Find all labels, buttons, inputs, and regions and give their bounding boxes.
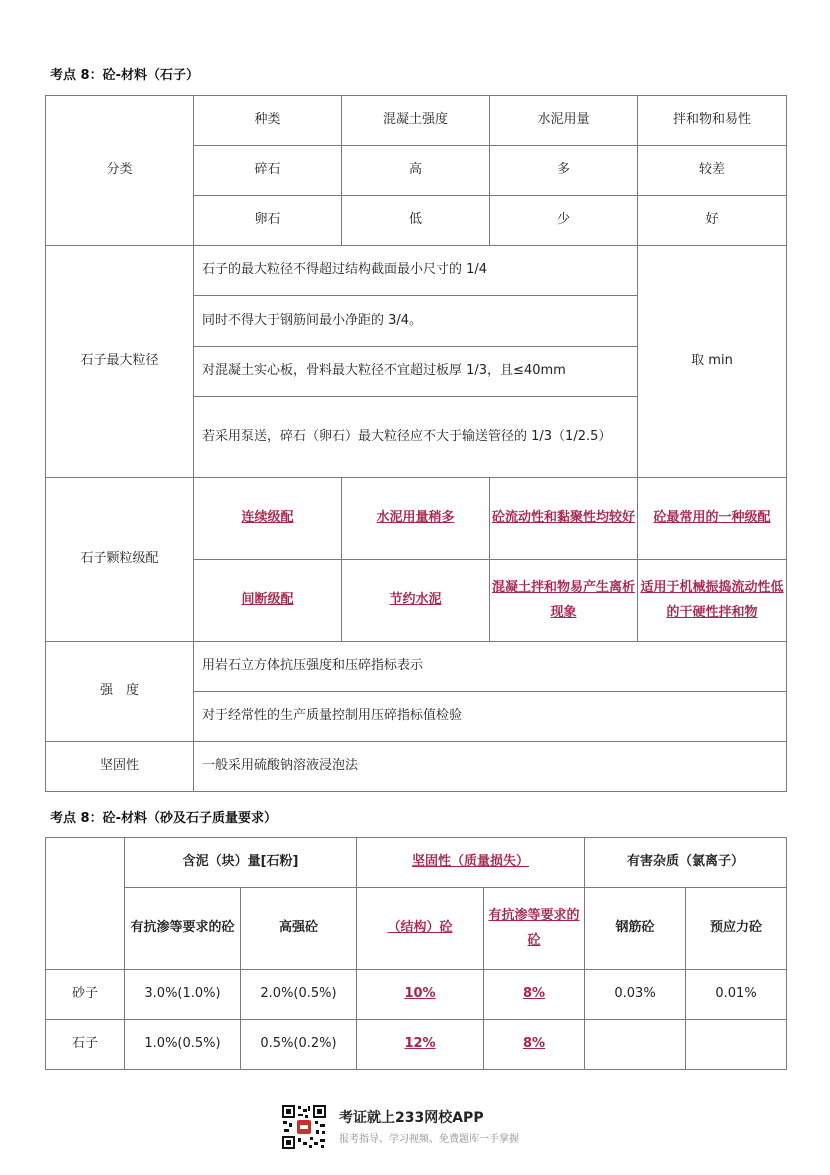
corner-cell bbox=[46, 838, 125, 970]
qr-code-icon bbox=[281, 1104, 327, 1150]
cell-pebble-workability: 好 bbox=[638, 196, 787, 246]
max-size-rule-1: 石子的最大粒径不得超过结构截面最小尺寸的 1/4 bbox=[194, 246, 638, 296]
stone-reinforced bbox=[585, 1020, 686, 1070]
cell-crushed-workability: 较差 bbox=[638, 146, 787, 196]
sub-header-reinforced: 钢筋砼 bbox=[585, 888, 686, 970]
sand-impermeable: 3.0%(1.0%) bbox=[125, 970, 241, 1020]
section-heading-quality: 考点 8：砼-材料（砂及石子质量要求） bbox=[50, 811, 277, 826]
cell-pebble-strength: 低 bbox=[342, 196, 490, 246]
strength-rule-2: 对于经常性的生产质量控制用压碎指标值检验 bbox=[194, 692, 787, 742]
col-header-workability: 拌和物和易性 bbox=[638, 96, 787, 146]
grading-gap-segregation: 混凝土拌和物易产生离析现象 bbox=[490, 560, 638, 642]
cell-crushed-strength: 高 bbox=[342, 146, 490, 196]
max-size-rule-2: 同时不得大于钢筋间最小净距的 3/4。 bbox=[194, 296, 638, 347]
sand-reinforced: 0.03% bbox=[585, 970, 686, 1020]
sub-header-high-strength: 高强砼 bbox=[241, 888, 357, 970]
row-label-sand: 砂子 bbox=[46, 970, 125, 1020]
grading-gap-usage: 适用于机械振捣流动性低的干硬性拌和物 bbox=[638, 560, 787, 642]
brand-slogan: 报考指导、学习视频、免费题库一手掌握 bbox=[339, 1134, 519, 1145]
group-header-soundness: 坚固性（质量损失） bbox=[357, 838, 585, 888]
sub-header-impermeable: 有抗渗等要求的砼 bbox=[125, 888, 241, 970]
max-size-rule-3: 对混凝土实心板，骨料最大粒径不宜超过板厚 1/3，且≤40mm bbox=[194, 347, 638, 397]
soundness-label: 坚固性 bbox=[46, 742, 194, 792]
sand-structural: 10% bbox=[357, 970, 484, 1020]
section-heading-stones: 考点 8：砼-材料（石子） bbox=[50, 68, 199, 83]
grading-continuous-cement: 水泥用量稍多 bbox=[342, 478, 490, 560]
sand-prestressed: 0.01% bbox=[686, 970, 787, 1020]
grading-continuous-flow: 砼流动性和黏聚性均较好 bbox=[490, 478, 638, 560]
cell-pebble: 卵石 bbox=[194, 196, 342, 246]
footer-promo bbox=[281, 1104, 581, 1150]
col-header-concrete-strength: 混凝土强度 bbox=[342, 96, 490, 146]
group-header-mud: 含泥（块）量[石粉] bbox=[125, 838, 357, 888]
max-size-rule-4: 若采用泵送，碎石（卵石）最大粒径应不大于输送管径的 1/3（1/2.5） bbox=[194, 397, 638, 478]
soundness-method: 一般采用硫酸钠溶液浸泡法 bbox=[194, 742, 787, 792]
max-size-note: 取 min bbox=[638, 246, 787, 478]
stone-prestressed bbox=[686, 1020, 787, 1070]
cell-crushed-cement: 多 bbox=[490, 146, 638, 196]
stone-high-strength: 0.5%(0.2%) bbox=[241, 1020, 357, 1070]
sub-header-structural: （结构）砼 bbox=[357, 888, 484, 970]
stone-impermeable: 1.0%(0.5%) bbox=[125, 1020, 241, 1070]
col-header-cement-amount: 水泥用量 bbox=[490, 96, 638, 146]
grading-gap-cement: 节约水泥 bbox=[342, 560, 490, 642]
classification-label: 分类 bbox=[46, 96, 194, 246]
row-label-stone: 石子 bbox=[46, 1020, 125, 1070]
grading-label: 石子颗粒级配 bbox=[46, 478, 194, 642]
col-header-type: 种类 bbox=[194, 96, 342, 146]
sand-impermeable-loss: 8% bbox=[484, 970, 585, 1020]
strength-rule-1: 用岩石立方体抗压强度和压碎指标表示 bbox=[194, 642, 787, 692]
stone-properties-table bbox=[45, 95, 787, 792]
stone-impermeable-loss: 8% bbox=[484, 1020, 585, 1070]
max-size-label: 石子最大粒径 bbox=[46, 246, 194, 478]
grading-continuous: 连续级配 bbox=[194, 478, 342, 560]
sand-high-strength: 2.0%(0.5%) bbox=[241, 970, 357, 1020]
stone-structural: 12% bbox=[357, 1020, 484, 1070]
cell-crushed-stone: 碎石 bbox=[194, 146, 342, 196]
grading-gap: 间断级配 bbox=[194, 560, 342, 642]
cell-pebble-cement: 少 bbox=[490, 196, 638, 246]
sub-header-prestressed: 预应力砼 bbox=[686, 888, 787, 970]
group-header-impurities: 有害杂质（氯离子） bbox=[585, 838, 787, 888]
brand-name: 考证就上233网校APP bbox=[339, 1110, 484, 1126]
grading-continuous-usage: 砼最常用的一种级配 bbox=[638, 478, 787, 560]
sub-header-impermeable-2: 有抗渗等要求的砼 bbox=[484, 888, 585, 970]
quality-requirements-table bbox=[45, 837, 787, 1070]
strength-label: 强 度 bbox=[46, 642, 194, 742]
